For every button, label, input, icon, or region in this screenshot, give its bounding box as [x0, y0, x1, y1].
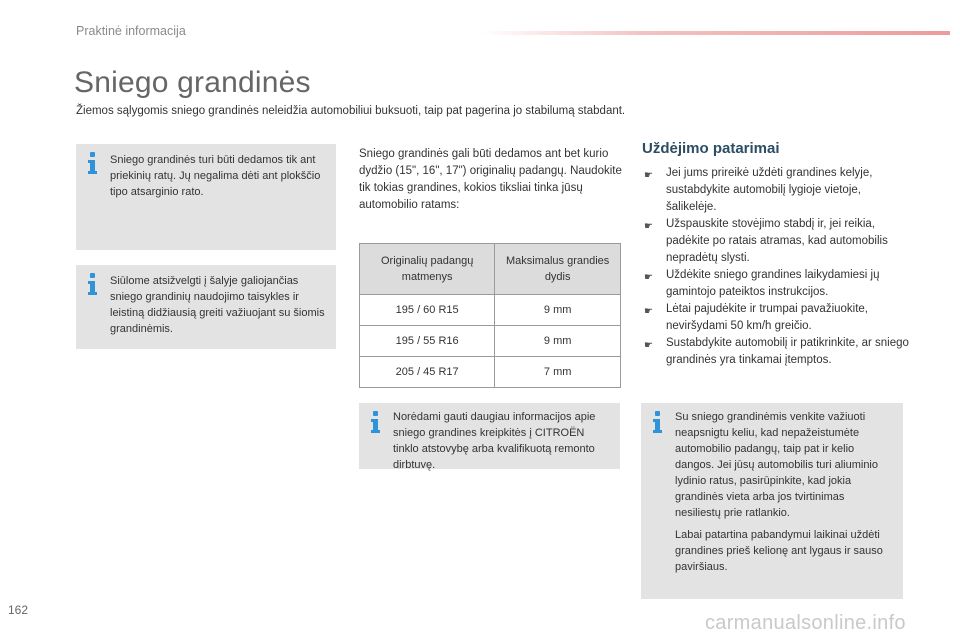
info-icon — [88, 152, 98, 174]
table-row — [360, 326, 621, 357]
table-cell-tyre: 205 / 45 R17 — [360, 357, 495, 388]
tips-list — [642, 165, 912, 369]
pointing-hand-icon: ☛ — [644, 170, 653, 181]
info-box-text: Norėdami gauti daugiau informacijos apie sniego grandines kreipkitės į CITROËN tinklo atstovybę arba kvalifikuotą remonto dirbtuvę. — [393, 411, 596, 471]
table-cell-chain: 9 mm — [495, 295, 621, 326]
pointing-hand-icon: ☛ — [644, 340, 653, 351]
pointing-hand-icon: ☛ — [644, 306, 653, 317]
header-accent-line — [480, 31, 950, 35]
pointing-hand-icon: ☛ — [644, 221, 653, 232]
page-number: 162 — [8, 603, 29, 617]
page-title: Sniego grandinės — [74, 66, 311, 99]
chain-size-table — [359, 243, 621, 388]
list-item: ☛ Uždėkite sniego grandines laikydamiesi jų gamintojo pateiktos instrukcijos. — [644, 269, 880, 298]
chains-size-text: Sniego grandinės gali būti dedamos ant bet kurio dydžio (15", 16", 17") originalių padangų. Naudokite tik tokias grandines, kokios tiksliai tinka jūsų automobilio ratams: — [359, 148, 622, 211]
info-box-text: Su sniego grandinėmis venkite važiuoti neapsnigtu keliu, kad nepažeistumėte automobilio padangų, taip pat ir kelio dangos. Jei jūsų automobilis turi aliuminio lydinio ratus, pasirūpinkite, kad jokia grandinės vieta arba jos tvirtinimas nesiliestų prie ratlankio. Labai patartina pabandymui laikinai uždėti grandines prieš kelionę ant lygaus ir sauso paviršiaus. — [675, 411, 883, 573]
list-item: ☛ Užspauskite stovėjimo stabdį ir, jei reikia, padėkite po ratais atramas, kad automobilis nepradėtų slysti. — [644, 218, 888, 264]
info-icon — [88, 273, 98, 295]
list-item: ☛ Lėtai pajudėkite ir trumpai pavažiuokite, neviršydami 50 km/h greičio. — [644, 303, 869, 332]
table-row — [360, 295, 621, 326]
info-box-citroen-network — [359, 403, 620, 469]
table-cell-tyre: 195 / 60 R15 — [360, 295, 495, 326]
info-box-usage-warning — [641, 403, 903, 599]
tips-title: Uždėjimo patarimai — [642, 140, 780, 157]
table-header-chain: Maksimalus grandies dydis — [495, 244, 621, 295]
watermark: carmanualsonline.info — [705, 612, 906, 634]
table-cell-chain: 9 mm — [495, 326, 621, 357]
intro-text: Žiemos sąlygomis sniego grandinės neleidžia automobiliui buksuoti, taip pat pagerina jo stabilumą stabdant. — [76, 105, 626, 117]
info-icon — [653, 411, 663, 433]
table-header-row — [360, 244, 621, 295]
table-header-tyre: Originalių padangų matmenys — [360, 244, 495, 295]
section-label: Praktinė informacija — [76, 24, 186, 38]
info-box-text: Siūlome atsižvelgti į šalyje galiojančias sniego grandinių naudojimo taisykles ir leistiną didžiausią greiti važiuojant su šiomis grandinėmis. — [110, 275, 325, 335]
info-box-text: Sniego grandinės turi būti dedamos tik ant priekinių ratų. Jų negalima dėti ant plokščio tipo atsarginio rato. — [110, 154, 321, 198]
table-cell-chain: 7 mm — [495, 357, 621, 388]
info-icon — [371, 411, 381, 433]
list-item: ☛ Sustabdykite automobilį ir patikrinkite, ar sniego grandinės yra tinkamai įtemptos. — [644, 337, 909, 366]
list-item: ☛ Jei jums prireikė uždėti grandines kelyje, sustabdykite automobilį lygioje vietoje, šalikelėje. — [644, 167, 873, 213]
pointing-hand-icon: ☛ — [644, 272, 653, 283]
table-cell-tyre: 195 / 55 R16 — [360, 326, 495, 357]
table-row — [360, 357, 621, 388]
info-box-front-wheels — [76, 144, 336, 250]
info-box-regulations — [76, 265, 336, 349]
